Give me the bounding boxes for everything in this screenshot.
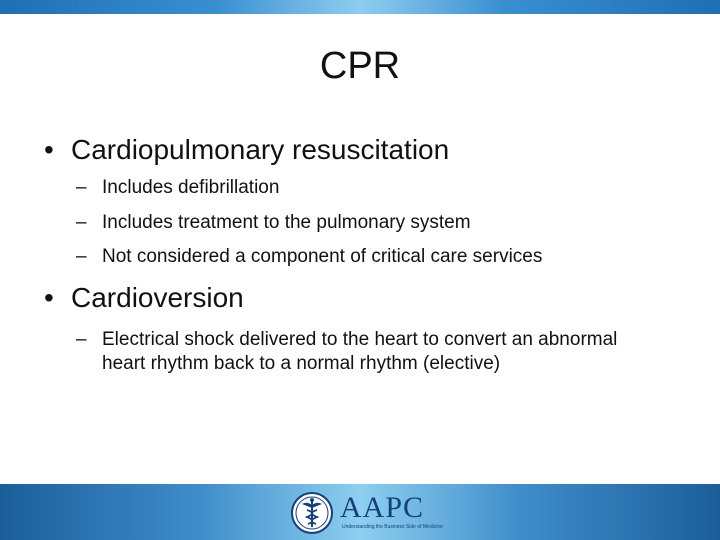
sub-bullet-text: Includes defibrillation — [102, 177, 280, 198]
aapc-logo — [290, 491, 443, 535]
sub-bullet-marker: – — [76, 246, 87, 267]
logo-wordmark: AAPC — [340, 491, 425, 524]
sub-bullet-marker: – — [76, 177, 87, 198]
sub-bullet-text: Not considered a component of critical care services — [102, 246, 543, 267]
sub-bullet-marker: – — [76, 329, 87, 350]
caduceus-icon — [290, 491, 334, 535]
logo-tagline: Understanding the Business Side of Medicine — [342, 524, 443, 530]
sub-bullet-text: Includes treatment to the pulmonary system — [102, 212, 471, 233]
bullet-marker: • — [44, 134, 54, 165]
bullet-text: Cardioversion — [71, 282, 244, 313]
sub-bullet-marker: – — [76, 212, 87, 233]
bullet-marker: • — [44, 282, 54, 313]
slide-title: CPR — [319, 45, 401, 87]
sub-bullet-text: Electrical shock delivered to the heart to convert an abnormal heart rhythm back to a normal rhythm (elective) — [102, 329, 618, 374]
bullet-text: Cardiopulmonary resuscitation — [71, 134, 450, 165]
